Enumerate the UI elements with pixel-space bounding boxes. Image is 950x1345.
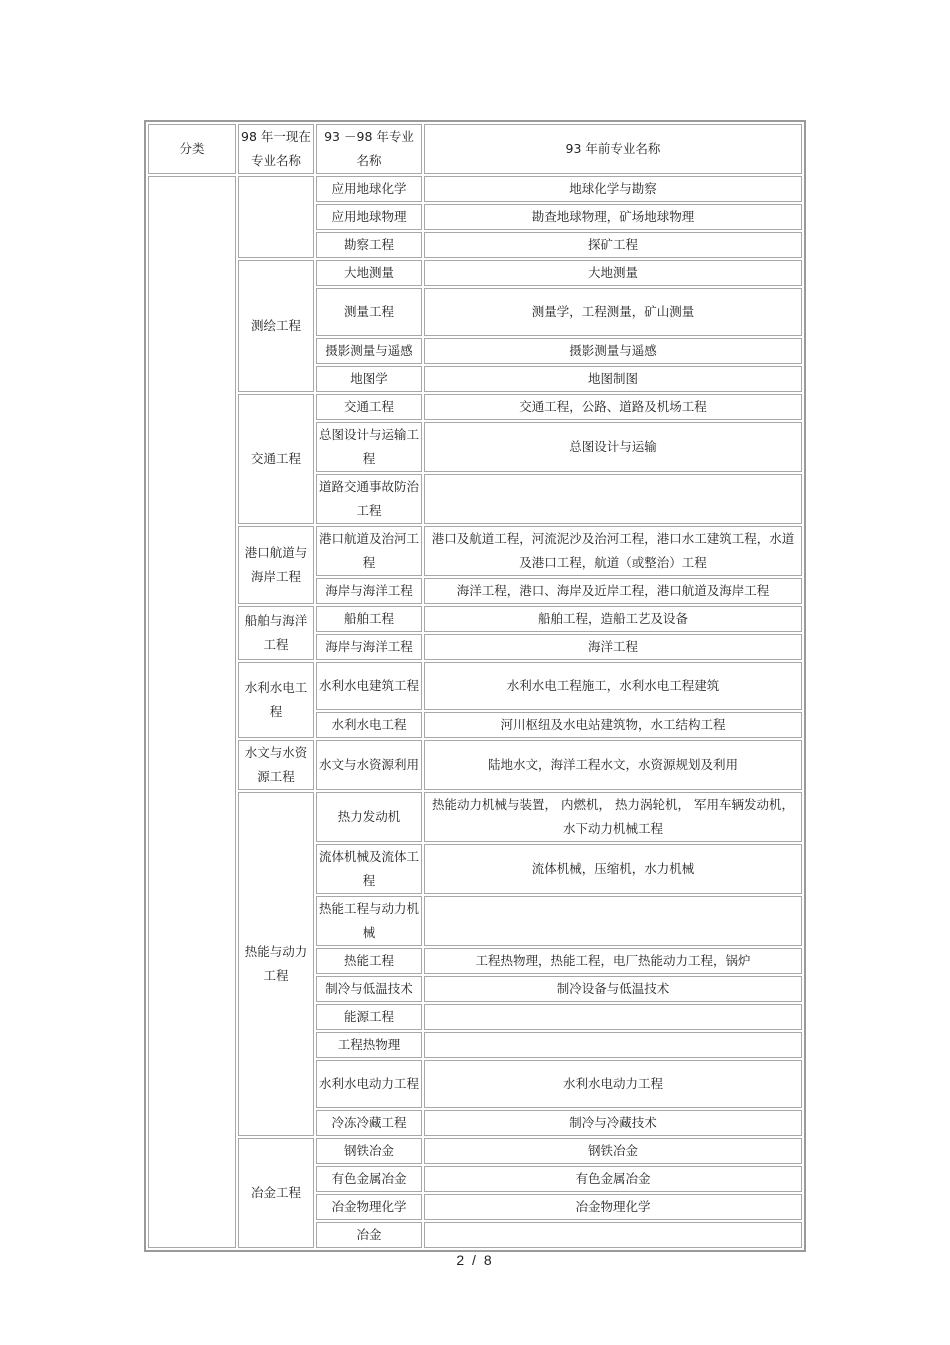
old-major-cell: 有色金属冶金 [424, 1166, 802, 1192]
table-row [148, 394, 802, 420]
header-row [148, 124, 802, 174]
current-major-cell: 交通工程 [238, 394, 314, 524]
old-major-cell: 陆地水文，海洋工程水文，水资源规划及利用 [424, 740, 802, 790]
current-major-cell: 冶金工程 [238, 1138, 314, 1248]
mid-major-cell: 船舶工程 [316, 606, 422, 632]
mid-major-cell: 摄影测量与遥感 [316, 338, 422, 364]
current-major-cell: 热能与动力工程 [238, 792, 314, 1136]
mid-major-cell: 冶金 [316, 1222, 422, 1248]
current-major-cell: 水文与水资源工程 [238, 740, 314, 790]
current-major-cell: 船舶与海洋工程 [238, 606, 314, 660]
mid-major-cell: 应用地球化学 [316, 176, 422, 202]
mid-major-cell: 制冷与低温技术 [316, 976, 422, 1002]
mid-major-cell: 热能工程与动力机械 [316, 896, 422, 946]
mid-major-cell: 水利水电工程 [316, 712, 422, 738]
old-major-cell [424, 1032, 802, 1058]
old-major-cell [424, 896, 802, 946]
mid-major-cell: 流体机械及流体工程 [316, 844, 422, 894]
mid-major-cell: 水利水电动力工程 [316, 1060, 422, 1108]
mid-major-cell: 海岸与海洋工程 [316, 578, 422, 604]
mid-major-cell: 水利水电建筑工程 [316, 662, 422, 710]
old-major-cell: 制冷与冷藏技术 [424, 1110, 802, 1136]
old-major-cell: 钢铁冶金 [424, 1138, 802, 1164]
mid-major-cell: 能源工程 [316, 1004, 422, 1030]
old-major-cell: 测量学，工程测量，矿山测量 [424, 288, 802, 336]
old-major-cell [424, 1004, 802, 1030]
mid-major-cell: 水文与水资源利用 [316, 740, 422, 790]
old-major-cell: 河川枢纽及水电站建筑物，水工结构工程 [424, 712, 802, 738]
old-major-cell: 探矿工程 [424, 232, 802, 258]
mid-major-cell: 地图学 [316, 366, 422, 392]
page-current: 2 [456, 1252, 467, 1268]
table-row [148, 526, 802, 576]
mid-major-cell: 大地测量 [316, 260, 422, 286]
header-current-name: 98 年一现在专业名称 [238, 124, 314, 174]
old-major-cell: 海洋工程，港口、海岸及近岸工程，港口航道及海岸工程 [424, 578, 802, 604]
header-old-name: 93 年前专业名称 [424, 124, 802, 174]
current-major-cell [238, 176, 314, 258]
old-major-cell: 流体机械，压缩机，水力机械 [424, 844, 802, 894]
table-row [148, 260, 802, 286]
old-major-cell: 交通工程，公路、道路及机场工程 [424, 394, 802, 420]
mid-major-cell: 港口航道及治河工程 [316, 526, 422, 576]
old-major-cell: 摄影测量与遥感 [424, 338, 802, 364]
current-major-cell: 港口航道与海岸工程 [238, 526, 314, 604]
mid-major-cell: 有色金属冶金 [316, 1166, 422, 1192]
header-category: 分类 [148, 124, 236, 174]
mid-major-cell: 钢铁冶金 [316, 1138, 422, 1164]
page-separator: / [472, 1252, 478, 1268]
mid-major-cell: 勘察工程 [316, 232, 422, 258]
old-major-cell: 地球化学与勘察 [424, 176, 802, 202]
page-number [0, 1252, 950, 1268]
header-mid-name: 93 －98 年专业名称 [316, 124, 422, 174]
table-row [148, 176, 802, 202]
mid-major-cell: 海岸与海洋工程 [316, 634, 422, 660]
old-major-cell: 海洋工程 [424, 634, 802, 660]
mid-major-cell: 热力发动机 [316, 792, 422, 842]
page-total: 8 [483, 1252, 494, 1268]
old-major-cell: 大地测量 [424, 260, 802, 286]
mid-major-cell: 应用地球物理 [316, 204, 422, 230]
mid-major-cell: 测量工程 [316, 288, 422, 336]
table-row [148, 740, 802, 790]
current-major-cell: 测绘工程 [238, 260, 314, 392]
old-major-cell: 港口及航道工程，河流泥沙及治河工程，港口水工建筑工程，水道及港口工程，航道（或整治）工程 [424, 526, 802, 576]
table-body [148, 124, 802, 1248]
mid-major-cell: 总图设计与运输工程 [316, 422, 422, 472]
table-row [148, 792, 802, 842]
old-major-cell: 热能动力机械与装置， 内燃机， 热力涡轮机， 军用车辆发动机，水下动力机械工程 [424, 792, 802, 842]
old-major-cell: 水利水电动力工程 [424, 1060, 802, 1108]
old-major-cell [424, 1222, 802, 1248]
old-major-cell: 冶金物理化学 [424, 1194, 802, 1220]
current-major-cell: 水利水电工程 [238, 662, 314, 738]
old-major-cell: 地图制图 [424, 366, 802, 392]
old-major-cell: 工程热物理，热能工程，电厂热能动力工程，锅炉 [424, 948, 802, 974]
mid-major-cell: 道路交通事故防治工程 [316, 474, 422, 524]
old-major-cell [424, 474, 802, 524]
old-major-cell: 总图设计与运输 [424, 422, 802, 472]
category-cell [148, 176, 236, 1248]
old-major-cell: 水利水电工程施工，水利水电工程建筑 [424, 662, 802, 710]
mid-major-cell: 热能工程 [316, 948, 422, 974]
mid-major-cell: 工程热物理 [316, 1032, 422, 1058]
major-mapping-table [144, 120, 806, 1252]
old-major-cell: 船舶工程，造船工艺及设备 [424, 606, 802, 632]
table-row [148, 606, 802, 632]
mid-major-cell: 冶金物理化学 [316, 1194, 422, 1220]
table-row [148, 1138, 802, 1164]
old-major-cell: 制冷设备与低温技术 [424, 976, 802, 1002]
table-row [148, 662, 802, 710]
mid-major-cell: 交通工程 [316, 394, 422, 420]
old-major-cell: 勘查地球物理，矿场地球物理 [424, 204, 802, 230]
mid-major-cell: 冷冻冷藏工程 [316, 1110, 422, 1136]
